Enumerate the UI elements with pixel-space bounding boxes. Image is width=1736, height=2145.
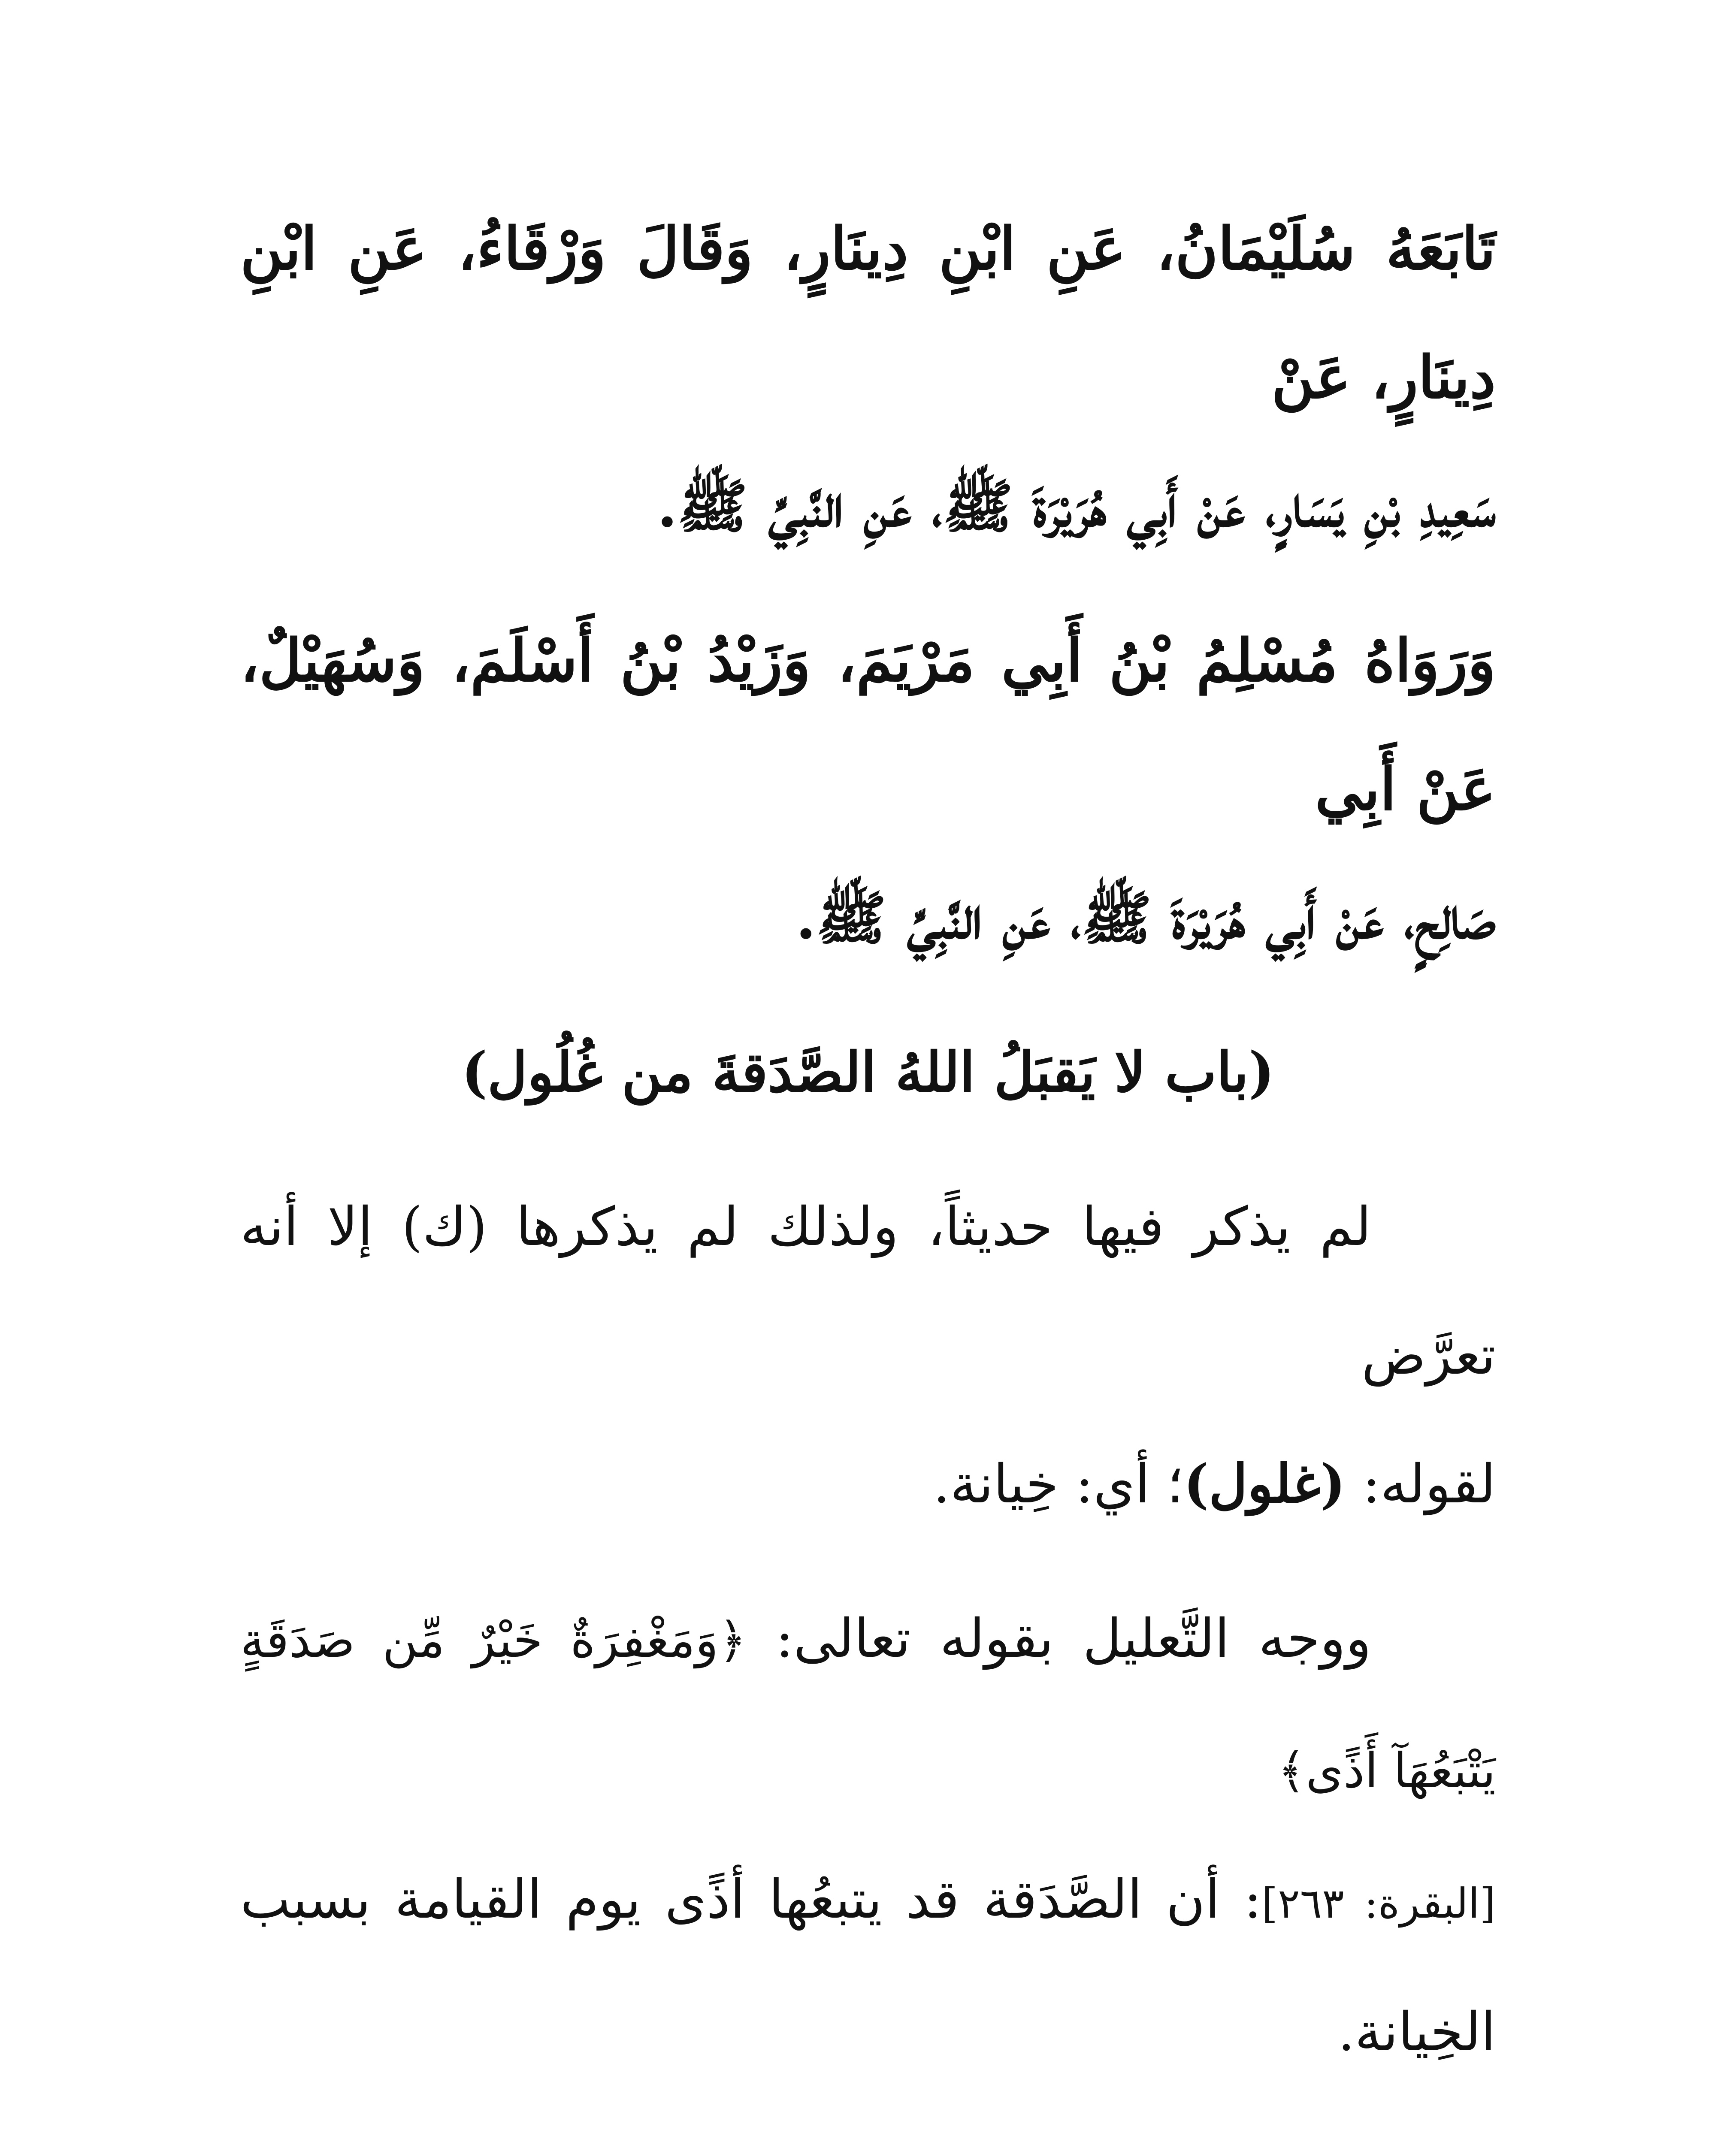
chapter-heading: (باب لا يَقبَلُ اللهُ الصَّدَقةَ من غُلُول) [461,1040,1275,1105]
hadith-paragraph-2 [240,596,1496,982]
commentary-paragraph-2 [240,1574,1496,2097]
hadith-2-line-1: وَرَوَاهُ مُسْلِمُ بْنُ أَبِي مَرْيَمَ، وَزَيْدُ بْنُ أَسْلَمَ، وَسُهَيْلٌ، عَنْ أَبِي [240,626,1496,824]
commentary-2-suffix: : أن الصَّدَقة قد يتبعُها أذًى يوم القيامة بسبب الخِيانة. [240,1869,1496,2063]
commentary-2-prefix: ووجه التَّعليل بقوله تعالى: [746,1608,1371,1670]
commentary-3-line-1 [240,2122,1496,2145]
term-ghulul: (غلول) [1183,1453,1346,1515]
hadith-paragraph-1 [240,184,1496,571]
quran-reference: [البقرة: ٢٦٣] [1261,1879,1496,1927]
commentary-2-line-2 [240,1835,1496,2097]
commentary-1-prefix: لقوله: [1345,1453,1496,1515]
hadith-2-line-2: صَالِحٍ، عَنْ أَبِي هُرَيْرَةَ ﷺ، عَنِ النَّبِيِّ ﷺ. [795,884,1496,952]
page-body [240,184,1496,2145]
commentary-1-line-1: لم يذكر فيها حديثاً، ولذلك لم يذكرها (ك) إلا أنه تعرَّض [240,1196,1496,1387]
commentary-2-line-1 [240,1574,1496,1835]
commentary-1-suffix: ؛ أي: خِيانة. [933,1453,1184,1515]
commentary-paragraph-3 [240,2122,1496,2145]
commentary-paragraph-1 [240,1163,1496,1549]
commentary-1-line-2 [240,1420,1496,1549]
hadith-1-line-1: تَابَعَهُ سُلَيْمَانُ، عَنِ ابْنِ دِينَارٍ، وَقَالَ وَرْقَاءُ، عَنِ ابْنِ دِينَارٍ، عَنْ [240,214,1496,412]
hadith-1-line-2: سَعِيدِ بْنِ يَسَارٍ، عَنْ أَبِي هُرَيْرَةَ ﷺ، عَنِ النَّبِيِّ ﷺ. [657,472,1496,541]
quran-verse: ﴿وَمَغْفِرَةٌ خَيْرٌ مِّن صَدَقَةٍ يَتْبَعُهَآ أَذًى﴾ [240,1613,1496,1799]
